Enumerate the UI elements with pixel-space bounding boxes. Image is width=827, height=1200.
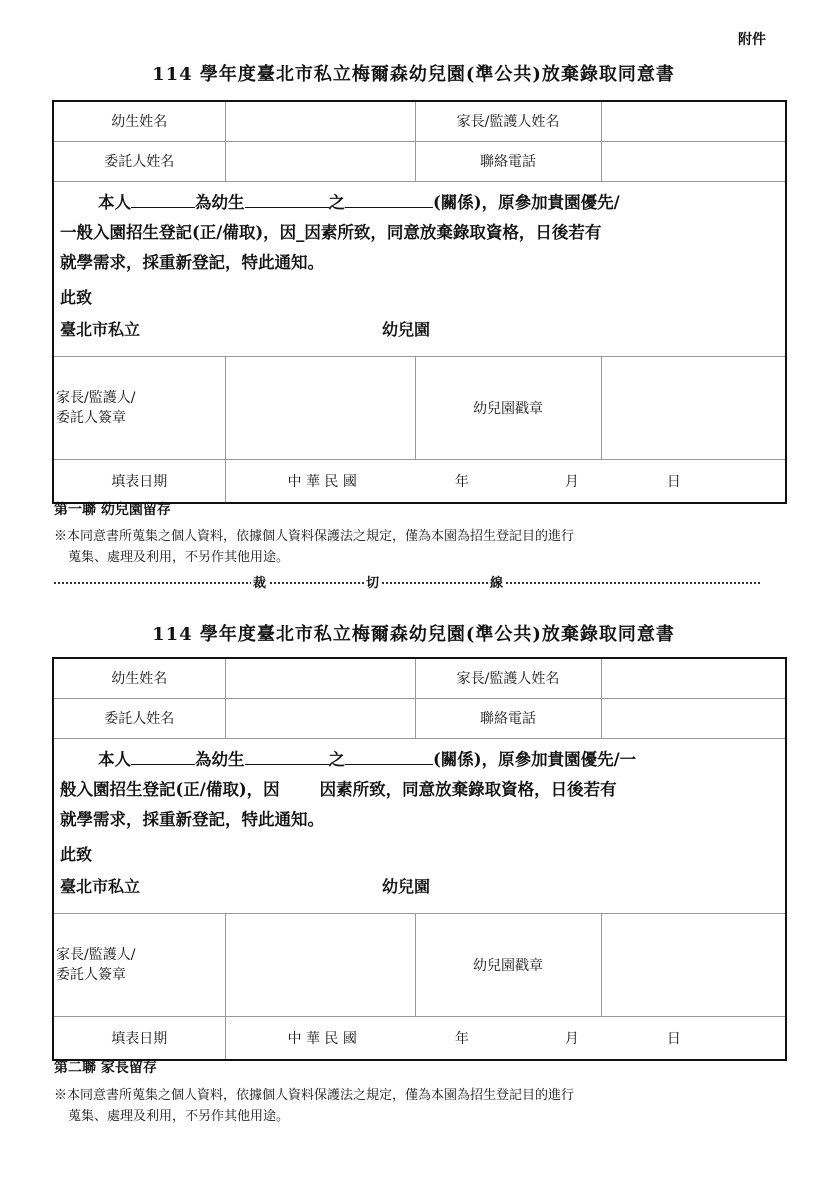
child-name-blank[interactable] [245,191,329,208]
parent-name-field[interactable] [601,658,786,698]
child-name-field[interactable] [225,101,415,141]
fill-date-label: 填表日期 [53,1016,225,1060]
phone-label: 聯絡電話 [415,698,601,738]
agent-name-label: 委託人姓名 [53,698,225,738]
signature-label: 家長/監護人/ 委託人簽章 [53,356,225,459]
copy-label: 第一聯 幼兒園留存 [54,502,171,518]
signature-label: 家長/監護人/ 委託人簽章 [53,913,225,1016]
fill-date-label: 填表日期 [53,459,225,503]
privacy-note: ※本同意書所蒐集之個人資料，依據個人資料保護法之規定，僅為本園為招生登記目的進行 蒐集、處理及利用，不另作其他用途。 [54,1088,575,1124]
form-title: 114 學年度臺北市私立梅爾森幼兒園(準公共)放棄錄取同意書 [152,64,675,85]
parent-name-label: 家長/監護人姓名 [415,101,601,141]
recipient: 臺北市私立 幼兒園 [60,876,431,896]
child-name-blank[interactable] [245,748,329,765]
salutation: 此致 [60,287,93,307]
stamp-field[interactable] [601,913,786,1016]
phone-field[interactable] [601,698,786,738]
attachment-label: 附件 [738,32,766,48]
copy-label: 第二聯 家長留存 [54,1060,157,1076]
stamp-label: 幼兒園戳章 [415,913,601,1016]
self-name-blank[interactable] [131,191,195,208]
agent-name-label: 委託人姓名 [53,141,225,181]
signature-field[interactable] [225,356,415,459]
salutation: 此致 [60,844,93,864]
phone-label: 聯絡電話 [415,141,601,181]
parent-name-label: 家長/監護人姓名 [415,658,601,698]
privacy-note: ※本同意書所蒐集之個人資料，依據個人資料保護法之規定，僅為本園為招生登記目的進行 蒐集、處理及利用，不另作其他用途。 [54,529,575,565]
child-name-label: 幼生姓名 [53,658,225,698]
agent-name-field[interactable] [225,141,415,181]
stamp-label: 幼兒園戳章 [415,356,601,459]
agent-name-field[interactable] [225,698,415,738]
form-title: 114 學年度臺北市私立梅爾森幼兒園(準公共)放棄錄取同意書 [152,624,675,645]
relation-blank[interactable] [345,191,433,208]
consent-statement: 本人 為幼生 之 (關係)，原參加貴園優先/一 般入園招生登記(正/備取)，因 因素所致，同意放棄錄取資格，日後若有 就學需求，採重新登記，特此通知。 此致 臺北市私立 幼兒園 [53,738,786,913]
consent-form-copy-1 [52,100,787,504]
stamp-field[interactable] [601,356,786,459]
recipient: 臺北市私立 幼兒園 [60,319,431,339]
consent-statement: 本人 為幼生 之 (關係)，原參加貴園優先/ 一般入園招生登記(正/備取)，因_因素所致，同意放棄錄取資格，日後若有 就學需求，採重新登記，特此通知。 此致 臺北市私立 幼兒園 [53,181,786,356]
cut-line: 裁 切 線 [54,574,760,588]
self-name-blank[interactable] [131,748,195,765]
parent-name-field[interactable] [601,101,786,141]
fill-date-field[interactable]: 中 華 民 國 年 月 日 [225,1016,786,1060]
signature-field[interactable] [225,913,415,1016]
child-name-field[interactable] [225,658,415,698]
child-name-label: 幼生姓名 [53,101,225,141]
consent-form-copy-2 [52,657,787,1061]
phone-field[interactable] [601,141,786,181]
relation-blank[interactable] [345,748,433,765]
fill-date-field[interactable]: 中 華 民 國 年 月 日 [225,459,786,503]
